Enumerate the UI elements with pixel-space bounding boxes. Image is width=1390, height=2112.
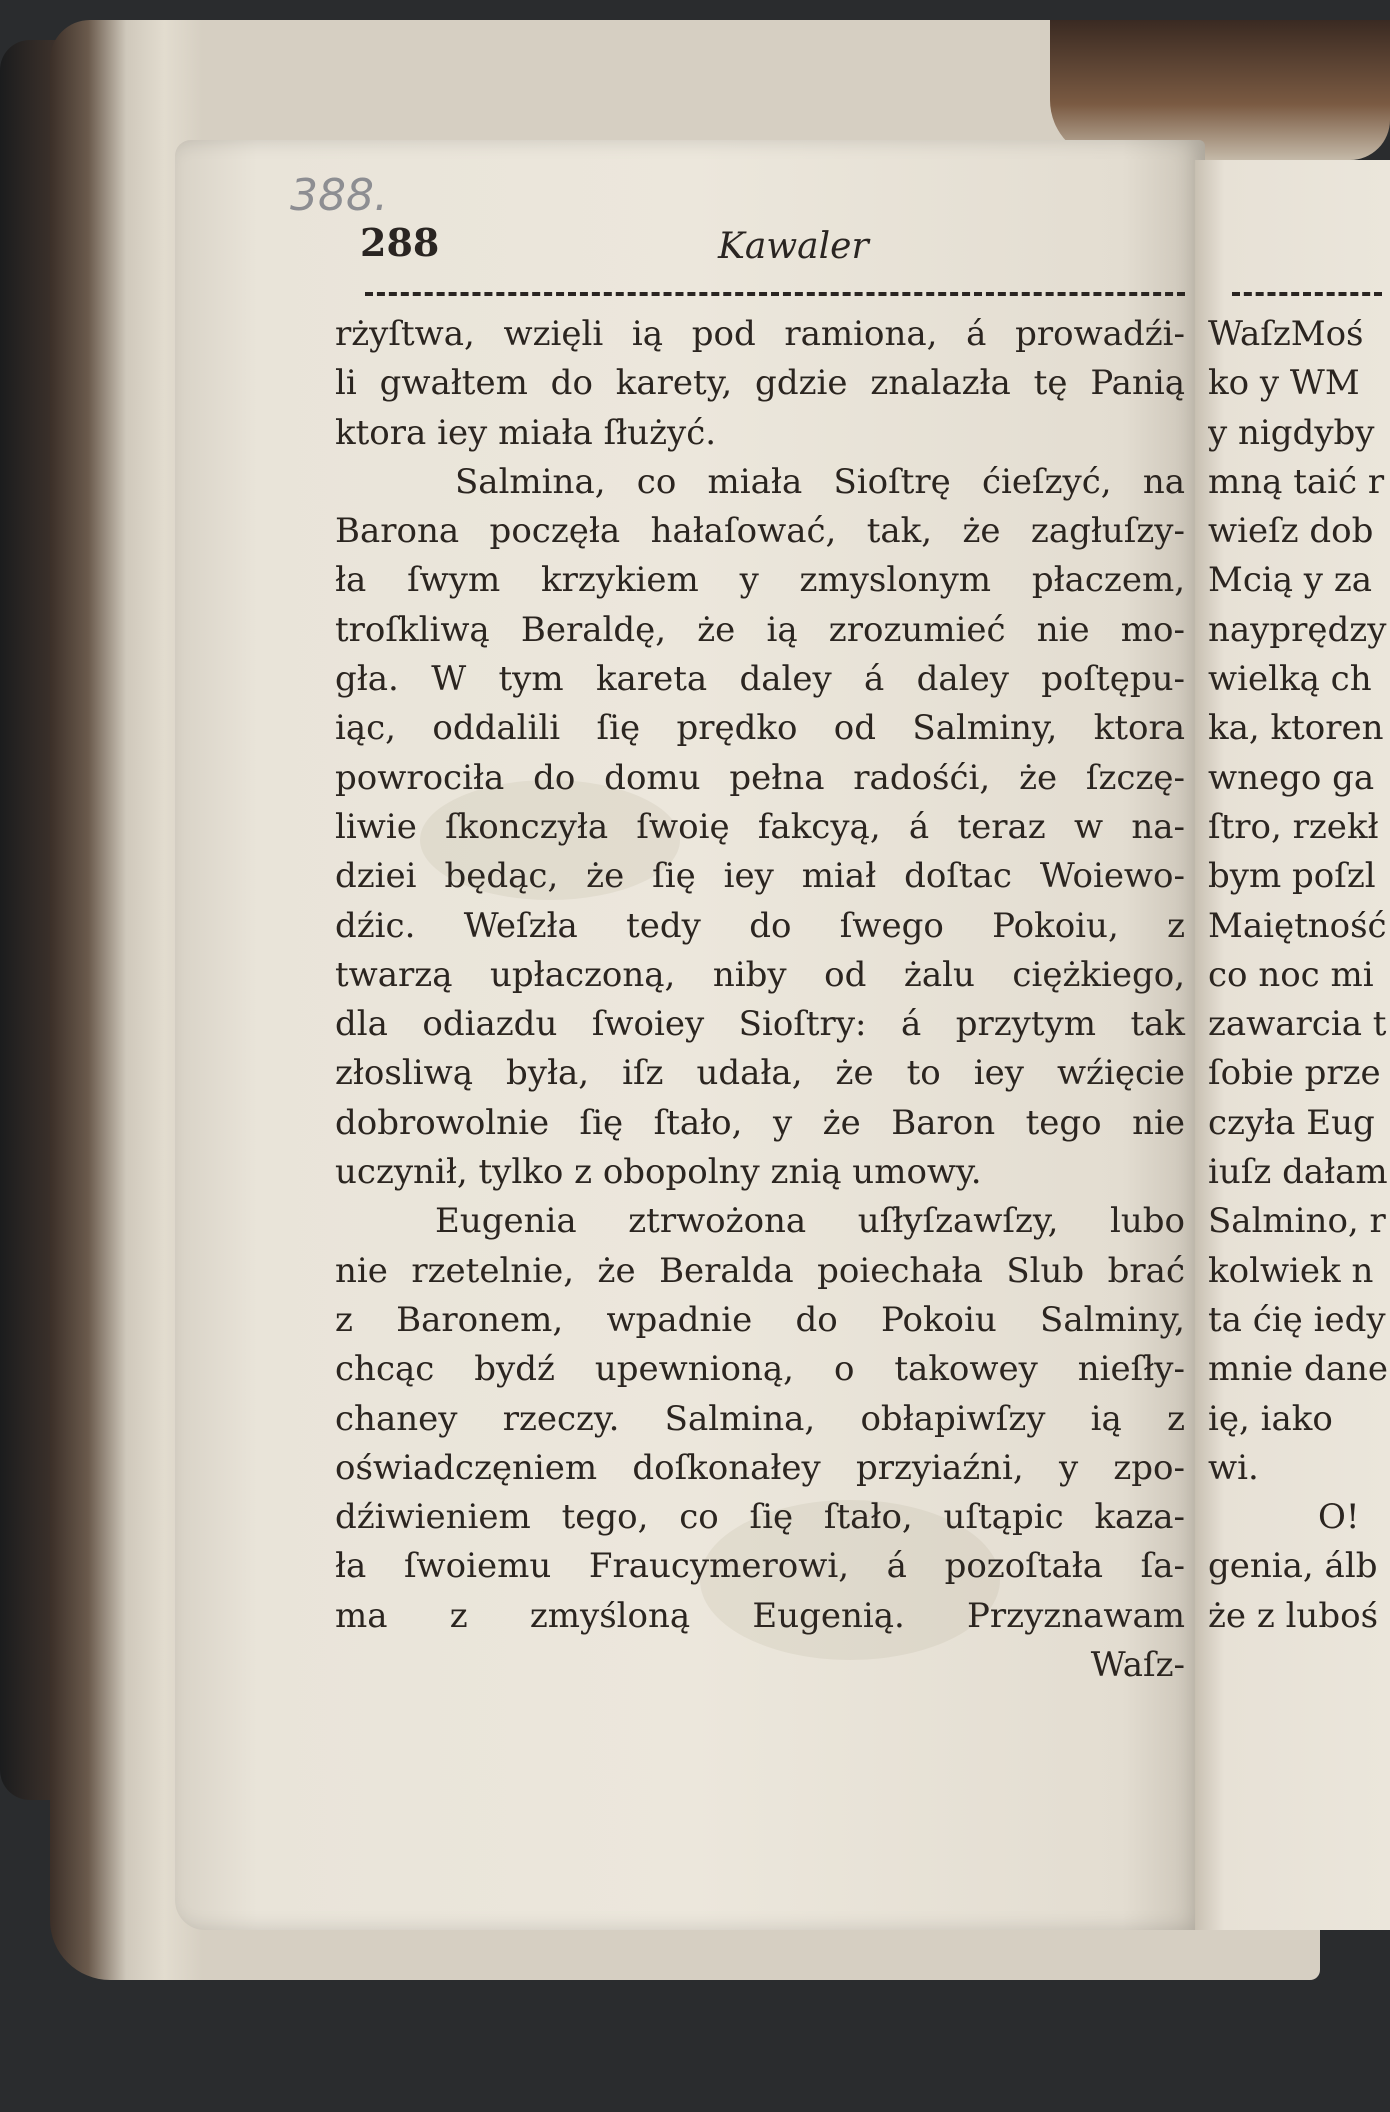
text-line: ła ſwym krzykiem y zmyslonym płaczem, xyxy=(335,560,1185,601)
text-line: ła ſwoiemu Fraucymerowi, á pozoſtała ſa- xyxy=(335,1546,1185,1587)
text-line: bym poſzl xyxy=(1208,856,1376,897)
text-line: ko y WM xyxy=(1208,363,1360,404)
running-head: Kawaler xyxy=(718,226,869,267)
text-line: chaney rzeczy. Salmina, obłapiwſzy ią z xyxy=(335,1398,1185,1439)
text-line: ię, iako xyxy=(1208,1398,1333,1439)
text-line: Salmina, co miała Sioſtrę ćieſzyć, na xyxy=(455,461,1185,502)
text-line: liwie ſkonczyła ſwoię fakcyą, á teraz w na- xyxy=(335,806,1185,847)
text-line: nayprędzy xyxy=(1208,609,1387,650)
text-line: genia, álb xyxy=(1208,1546,1378,1587)
text-line: WaſzMoś xyxy=(1208,314,1364,354)
text-line: co noc mi xyxy=(1208,954,1374,995)
page-number: 288 xyxy=(360,220,440,265)
text-line: mnie dane xyxy=(1208,1349,1388,1390)
text-line: mną taić r xyxy=(1208,461,1385,502)
text-line: chcąc bydź upewnioną, o takowey nieſły- xyxy=(335,1349,1185,1390)
right-page-text xyxy=(1208,310,1390,1641)
manuscript-page-number: 388. xyxy=(290,170,388,221)
text-line: wnego ga xyxy=(1208,757,1375,798)
book-cover-corner xyxy=(1050,20,1390,160)
text-line: dobrowolnie ſię ſtało, y że Baron tego nie xyxy=(335,1102,1185,1143)
text-line: zawarcia t xyxy=(1208,1004,1387,1045)
text-line: iąc, oddalili ſię prędko od Salminy, ktora xyxy=(335,708,1185,749)
header-rule-right xyxy=(1232,292,1382,296)
header-rule xyxy=(365,292,1185,296)
text-line: dla odiazdu ſwoiey Sioſtry: á przytym tak xyxy=(335,1004,1185,1045)
text-line: nie rzetelnie, że Beralda poiechała Slub brać xyxy=(335,1250,1185,1291)
text-line: ſobie prze xyxy=(1208,1053,1381,1094)
text-line: wi. xyxy=(1208,1447,1259,1488)
text-line: uczynił, tylko z obopolny znią umowy. xyxy=(335,1152,982,1193)
text-line: Salmino, r xyxy=(1208,1201,1386,1242)
text-line: y nigdyby xyxy=(1208,412,1375,453)
text-line: rżyſtwa, wzięli ią pod ramiona, á prowadźi- xyxy=(335,314,1185,354)
text-line: gła. W tym kareta daley á daley poſtępu- xyxy=(335,659,1185,700)
catchword: Waſz- xyxy=(1090,1645,1185,1686)
text-line: troſkliwą Beraldę, że ią zrozumieć nie mo- xyxy=(335,609,1185,650)
text-line: li gwałtem do karety, gdzie znalazła tę Panią xyxy=(335,363,1185,404)
text-line: Barona poczęła hałaſować, tak, że zagłuſzy- xyxy=(335,511,1185,552)
text-line: Eugenia ztrwożona uſłyſzawſzy, lubo xyxy=(435,1201,1185,1242)
left-page-text xyxy=(335,310,1185,1690)
text-line: z Baronem, wpadnie do Pokoiu Salminy, xyxy=(335,1299,1185,1340)
text-line: ktora iey miała ſłużyć. xyxy=(335,412,717,453)
text-line: oświadczęniem doſkonałey przyiaźni, y zpo- xyxy=(335,1447,1185,1488)
text-line: Mcią y za xyxy=(1208,560,1373,601)
text-line: złosliwą była, iſz udała, że to iey wźięcie xyxy=(335,1053,1185,1094)
text-line: ka, ktoren xyxy=(1208,708,1384,749)
text-line: dźiwieniem tego, co ſię ſtało, uſtąpic kaza- xyxy=(335,1497,1185,1538)
text-line: kolwiek n xyxy=(1208,1250,1374,1291)
text-line: O! xyxy=(1318,1497,1360,1538)
text-line: dźic. Weſzła tedy do ſwego Pokoiu, z xyxy=(335,905,1185,946)
text-line: iuſz dałam xyxy=(1208,1152,1388,1193)
text-line: wielką ch xyxy=(1208,659,1372,700)
text-line: Maiętność xyxy=(1208,905,1387,946)
text-line: dziei będąc, że ſię iey miał doſtac Woiewo- xyxy=(335,856,1185,897)
text-line: ma z zmyśloną Eugenią. Przyznawam xyxy=(335,1595,1185,1636)
text-line: ſtro, rzekł xyxy=(1208,806,1379,847)
text-line: ta ćię iedy xyxy=(1208,1299,1386,1340)
text-line: czyła Eug xyxy=(1208,1102,1375,1143)
text-line: powrociła do domu pełna radośći, że ſzczę- xyxy=(335,757,1185,798)
text-line: twarzą upłaczoną, niby od żalu ciężkiego, xyxy=(335,954,1185,995)
text-line: że z luboś xyxy=(1208,1595,1379,1636)
text-line: wieſz dob xyxy=(1208,511,1374,552)
